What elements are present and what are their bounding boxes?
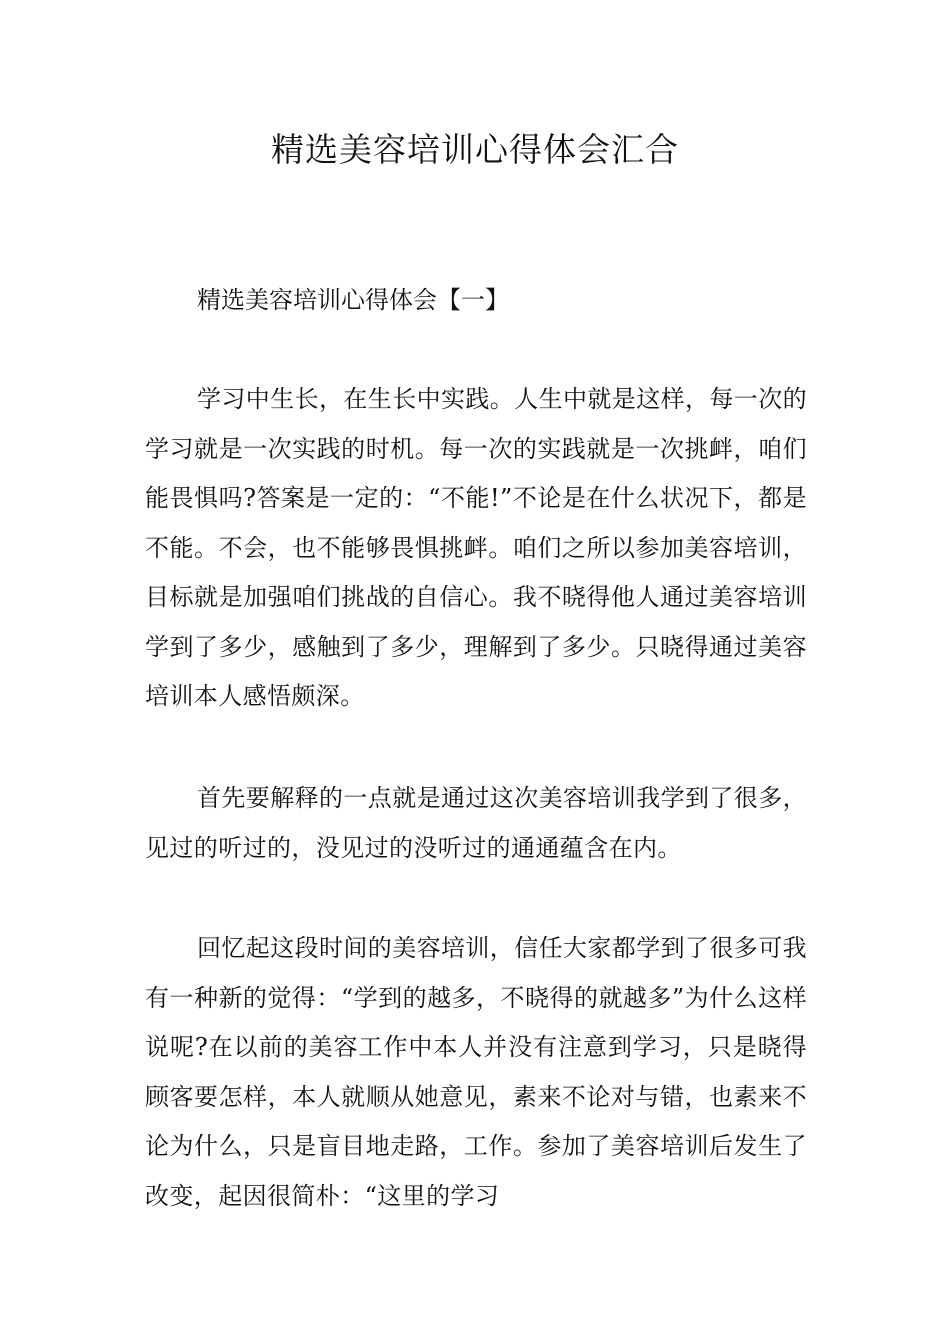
- paragraph-3: 回忆起这段时间的美容培训，信任大家都学到了很多可我有一种新的觉得：“学到的越多，不晓得的就越多”为什么这样说呢?在以前的美容工作中本人并没有注意到学习，只是晓得顾客要怎样，本人就顺从她意见，素来不论对与错，也素来不论为什么，只是盲目地走路，工作。参加了美容培训后发生了改变，起因很简朴：“这里的学习: [145, 934, 807, 1210]
- paragraph-2: 首先要解释的一点就是通过这次美容培训我学到了很多，见过的听过的，没见过的没听过的通通蕴含在内。: [145, 784, 807, 862]
- section-heading: 精选美容培训心得体会【一】: [197, 286, 509, 314]
- paragraph-1: 学习中生长，在生长中实践。人生中就是这样，每一次的学习就是一次实践的时机。每一次的实践就是一次挑衅，咱们能畏惧吗?答案是一定的：“不能!”不论是在什么状况下，都是不能。不会，也不能够畏惧挑衅。咱们之所以参加美容培训，目标就是加强咱们挑战的自信心。我不晓得他人通过美容培训学到了多少，感触到了多少，理解到了多少。只晓得通过美容培训本人感悟颇深。: [145, 385, 807, 710]
- document-title: 精选美容培训心得体会汇合: [271, 130, 679, 169]
